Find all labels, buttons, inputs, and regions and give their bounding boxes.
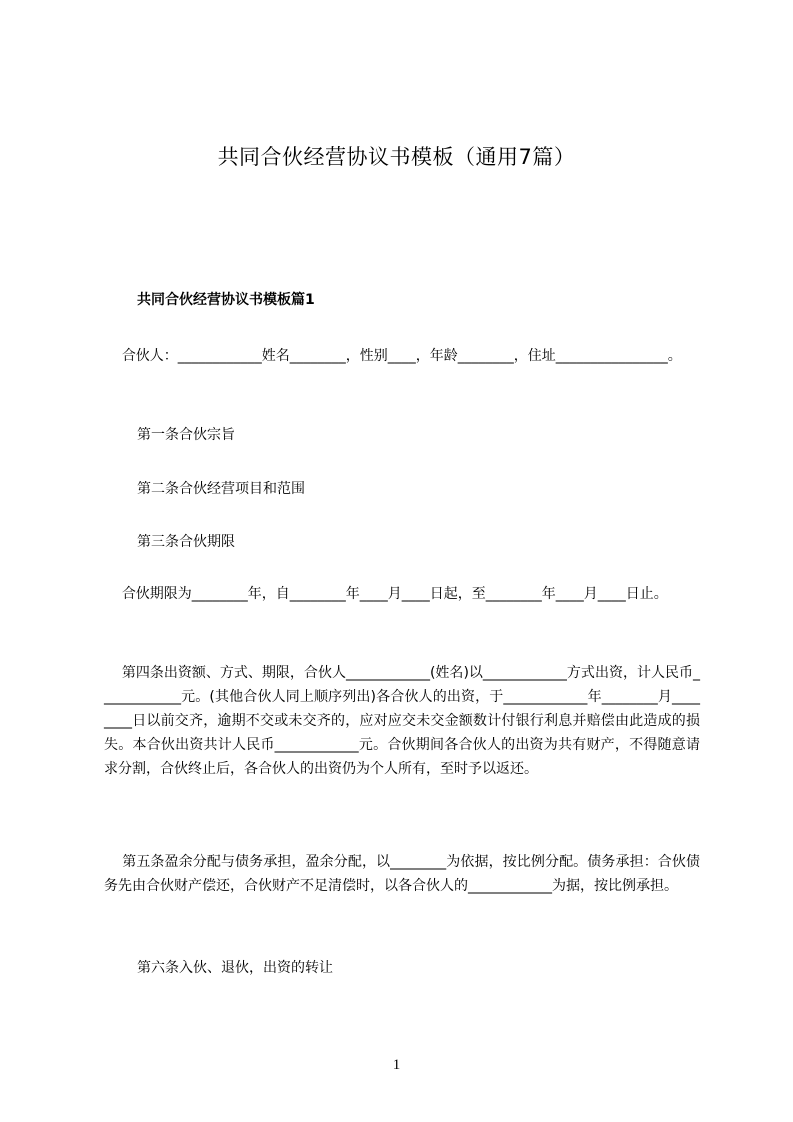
article-1-heading: 第一条合伙宗旨: [137, 427, 235, 443]
term-paragraph: 合伙期限为________年，自________年____月____日起，至________年____月____日止。: [104, 586, 668, 602]
document-title: 共同合伙经营协议书模板（通用7篇）: [217, 145, 576, 169]
article-3-heading: 第三条合伙期限: [137, 534, 235, 550]
partner-info-paragraph: 合伙人：____________姓名________，性别____，年龄________，住址________________。: [104, 348, 682, 364]
page-number: 1: [392, 1057, 401, 1073]
article-2-heading: 第二条合伙经营项目和范围: [137, 481, 305, 497]
article-5-paragraph: 第五条盈余分配与债务承担，盈余分配，以________为依据，按比例分配。债务承担：合伙债务先由合伙财产偿还，合伙财产不足清偿时，以各合伙人的____________为据，按比例承担。: [104, 854, 700, 894]
article-4-paragraph: 第四条出资额、方式、期限，合伙人____________(姓名)以____________方式出资，计人民币____________元。(其他合伙人同上顺序列出)各合伙人的出资，于____________年________月________日以前交齐，逾期不交或未交齐的，应对应交未交金额数计付银行利息并赔偿由此造成的损失。本合伙出资共计人民币____________元。合伙期间各合伙人的出资为共有财产，不得随意请求分割，合伙终止后，各合伙人的出资仍为个人所有，至时予以返还。: [104, 665, 700, 777]
article-6-heading: 第六条入伙、退伙，出资的转让: [137, 960, 333, 976]
section-heading: 共同合伙经营协议书模板篇1: [137, 292, 315, 308]
